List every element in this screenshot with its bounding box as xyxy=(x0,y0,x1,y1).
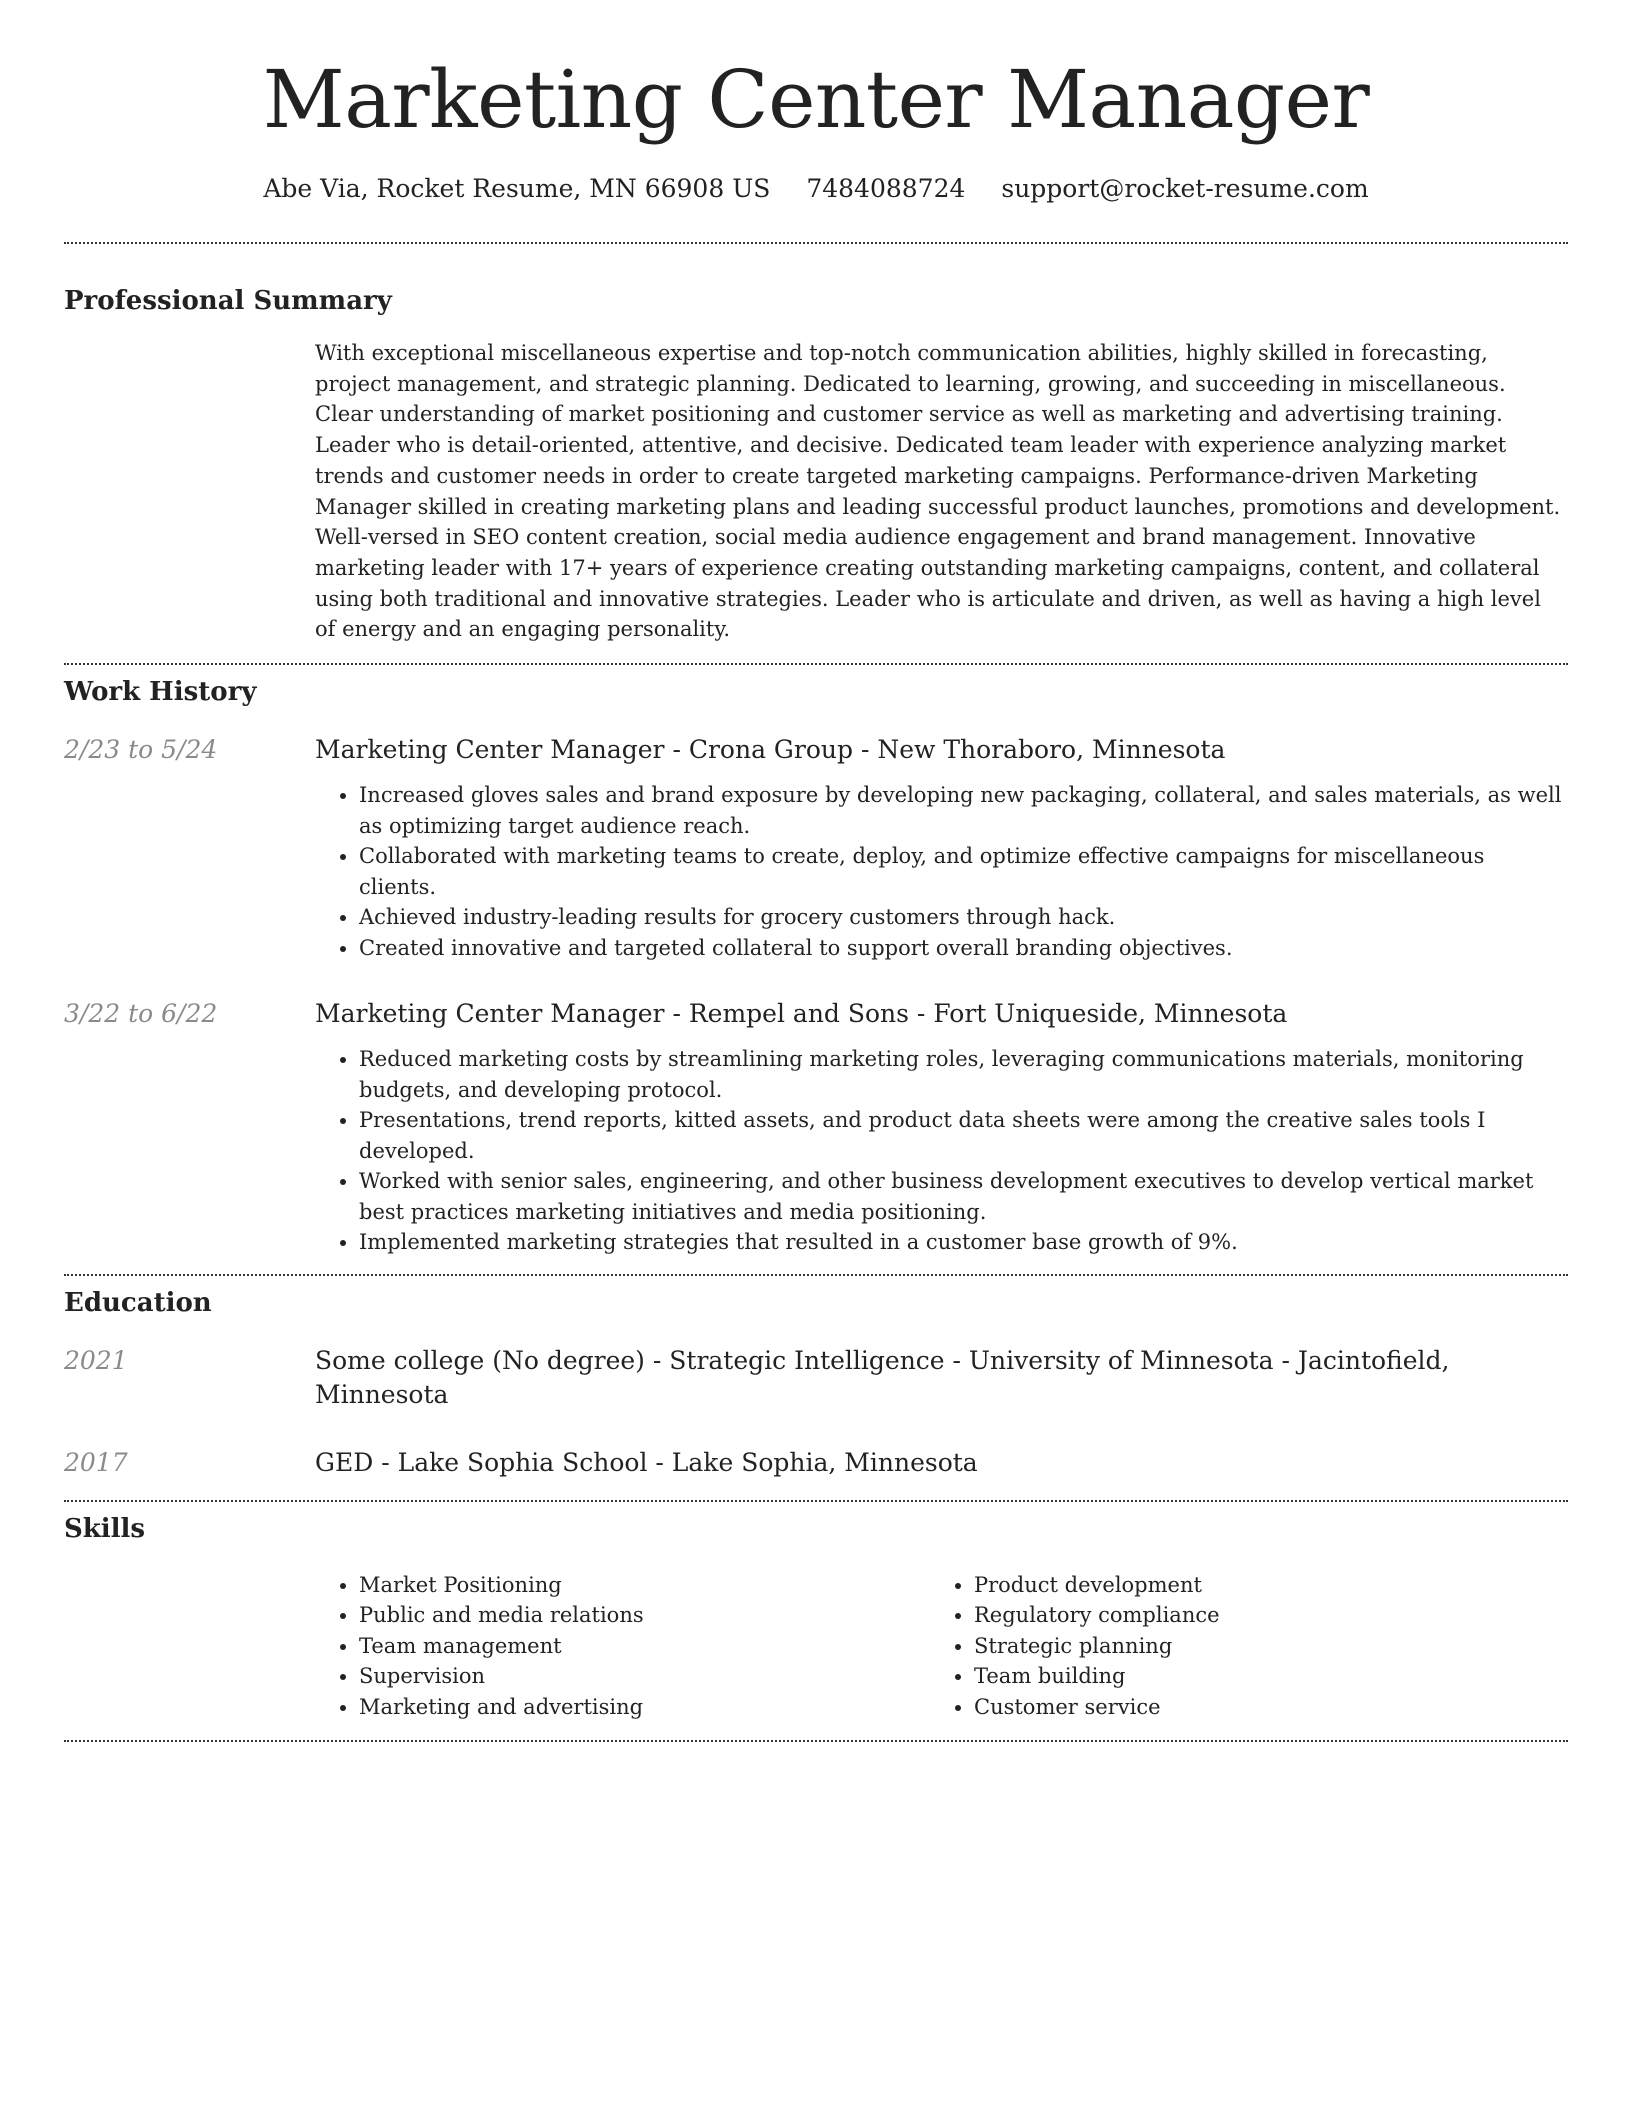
skill-item: • Team management xyxy=(359,1631,930,1662)
job-bullet: • Collaborated with marketing teams to create, deploy, and optimize effective campaigns for miscellaneous clients. xyxy=(359,841,1568,902)
skill-item: • Regulatory compliance xyxy=(974,1600,1545,1631)
section-title-education: Education xyxy=(64,1287,212,1318)
skill-item: • Product development xyxy=(974,1570,1545,1601)
contact-address: Abe Via, Rocket Resume, MN 66908 US xyxy=(263,174,771,203)
job-dates: 3/22 to 6/22 xyxy=(64,999,218,1029)
summary-spacer xyxy=(64,338,315,645)
education-entry xyxy=(64,1446,1568,1480)
skill-item: • Supervision xyxy=(359,1661,930,1692)
section-work-history xyxy=(64,675,1568,1258)
section-title-summary: Professional Summary xyxy=(64,286,392,316)
resume-header xyxy=(64,0,1568,206)
section-skills xyxy=(64,1512,1568,1723)
skill-item: • Marketing and advertising xyxy=(359,1692,930,1723)
job-bullet: • Achieved industry-leading results for grocery customers through hack. xyxy=(359,902,1568,933)
contact-line xyxy=(64,172,1568,206)
job-bullet: • Presentations, trend reports, kitted assets, and product data sheets were among the creative sales tools I developed. xyxy=(359,1105,1568,1166)
job-bullet: • Reduced marketing costs by streamlining marketing roles, leveraging communications materials, monitoring budgets, and developing protocol. xyxy=(359,1044,1568,1105)
job-entry xyxy=(64,733,1568,963)
education-year: 2021 xyxy=(64,1345,128,1375)
divider xyxy=(64,242,1568,244)
job-heading: Marketing Center Manager - Crona Group - New Thoraboro, Minnesota xyxy=(315,735,1226,765)
contact-phone: 7484088724 xyxy=(806,174,966,203)
summary-text: With exceptional miscellaneous expertise and top-notch communication abilities, highly skilled in forecasting, project management, and strategic planning. Dedicated to learning, growing, and succeeding in miscellaneous. Clear understanding of market positioning and customer service as well as marketing and advertising training. Leader who is detail-oriented, attentive, and decisive. Dedicated team leader with experience analyzing market trends and customer needs in order to create targeted marketing campaigns. Performance-driven Marketing Manager skilled in creating marketing plans and leading successful product launches, promotions and development. Well-versed in SEO content creation, social media audience engagement and brand management. Innovative marketing leader with 17+ years of experience creating outstanding marketing campaigns, content, and collateral using both traditional and innovative strategies. Leader who is articulate and driven, as well as having a high level of energy and an engaging personality. xyxy=(315,341,1561,642)
skill-item: • Strategic planning xyxy=(974,1631,1545,1662)
section-education xyxy=(64,1286,1568,1480)
skills-spacer xyxy=(64,1570,315,1723)
education-heading: GED - Lake Sophia School - Lake Sophia, Minnesota xyxy=(315,1447,978,1477)
divider xyxy=(64,1274,1568,1276)
job-bullets xyxy=(315,1044,1568,1258)
skill-item: • Customer service xyxy=(974,1692,1545,1723)
job-bullet: • Worked with senior sales, engineering, and other business development executives to develop vertical market best practices marketing initiatives and media positioning. xyxy=(359,1166,1568,1227)
job-heading: Marketing Center Manager - Rempel and Sons - Fort Uniqueside, Minnesota xyxy=(315,999,1288,1029)
divider xyxy=(64,663,1568,665)
section-title-work: Work History xyxy=(64,677,257,708)
contact-email: support@rocket-resume.com xyxy=(1001,174,1369,203)
job-bullet: • Implemented marketing strategies that resulted in a customer base growth of 9%. xyxy=(359,1227,1568,1258)
resume-page xyxy=(64,0,1568,1742)
job-bullets xyxy=(315,780,1568,963)
education-entry xyxy=(64,1344,1568,1412)
divider xyxy=(64,1740,1568,1742)
section-summary xyxy=(64,284,1568,645)
skill-item: • Market Positioning xyxy=(359,1570,930,1601)
skill-item: • Public and media relations xyxy=(359,1600,930,1631)
skills-list-left xyxy=(315,1570,930,1723)
job-bullet: • Created innovative and targeted collateral to support overall branding objectives. xyxy=(359,933,1568,964)
job-dates: 2/23 to 5/24 xyxy=(64,735,218,765)
section-title-skills: Skills xyxy=(64,1513,146,1544)
skill-item: • Team building xyxy=(974,1661,1545,1692)
divider xyxy=(64,1500,1568,1502)
candidate-name: Marketing Center Manager xyxy=(262,53,1370,146)
job-bullet: • Increased gloves sales and brand exposure by developing new packaging, collateral, and sales materials, as well as optimizing target audience reach. xyxy=(359,780,1568,841)
skills-list-right xyxy=(930,1570,1545,1723)
education-heading: Some college (No degree) - Strategic Intelligence - University of Minnesota - Jacintofield, Minnesota xyxy=(315,1345,1450,1409)
job-entry xyxy=(64,997,1568,1258)
education-year: 2017 xyxy=(64,1447,128,1477)
